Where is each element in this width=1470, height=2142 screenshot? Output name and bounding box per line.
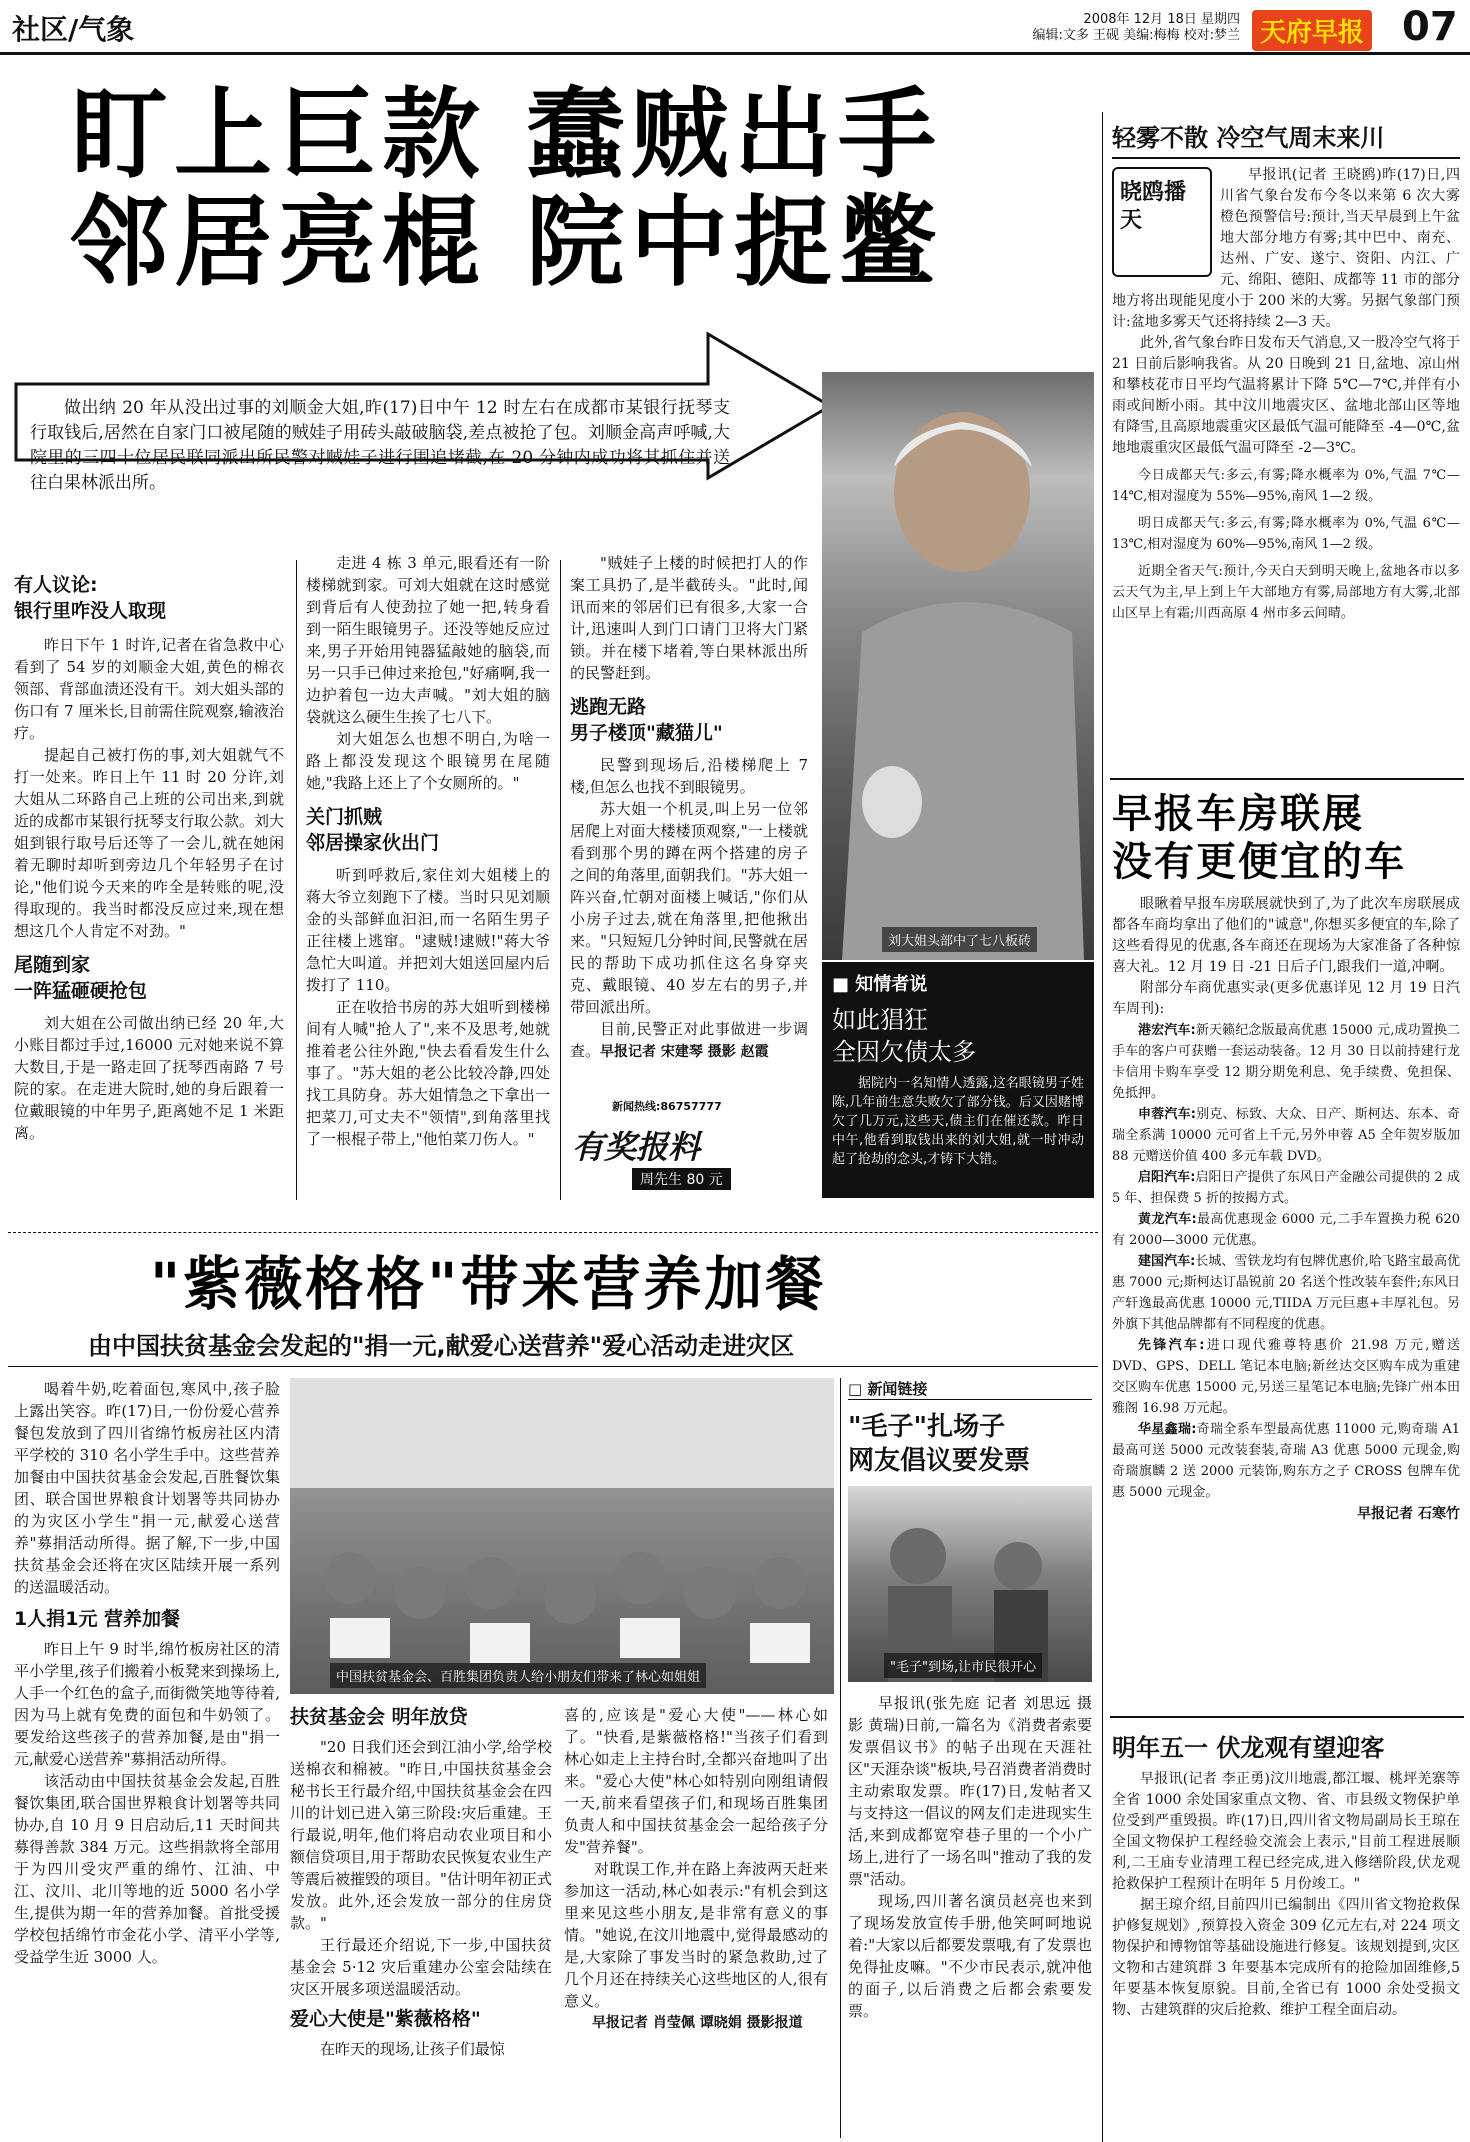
- paragraph: 此外,省气象台昨日发布天气消息,又一股冷空气将于 21 日前后影响我省。从 20 日晚到 21 日,盆地、凉山州和攀枝花市日平均气温将累计下降 5℃—7℃,并伴有小雨或间断小雨。其中汶川地震灾区、盆地北部山区等地有降雪,且高原地震重灾区最低气温可能降至 -4—0℃,盆地地震重灾区最低气温可降至 -2—3℃。: [1112, 335, 1460, 456]
- paragraph: [570, 1018, 808, 1063]
- news-link-tag: □ 新闻链接: [848, 1378, 1092, 1400]
- promo-reward: 周先生 80 元: [632, 1168, 731, 1190]
- paragraph: "20 日我们还会到江油小学,给学校送棉衣和棉被。"昨日,中国扶贫基金会秘书长王行最介绍,中国扶贫基金会在四川的计划已进入第三阶段:灾后重建。王行最说,明年,他们将启动农业项目和小额信贷项目,用于帮助农民恢复农业生产等震后被摧毁的项目。"估计明年初正式发放。此外,还会发放一部分的住房贷款。": [290, 1738, 552, 1932]
- subheading: 爱心大使是"紫薇格格": [290, 2008, 481, 2030]
- paragraph: 刘大姐在公司做出纳已经 20 年,大小账目都过手过,16000 元对她来说不算大数目,于是一路走回了抚琴西南路 7 号院的家。在走进大院时,她的身后跟着一位戴眼镜的中年男子,距离她不足 1 米距离。: [14, 1014, 284, 1142]
- insider-body: 据院内一名知情人透露,这名眼镜男子姓陈,几年前生意失败欠了部分钱。后又因赌博欠了几万元,这些天,债主们在催还款。昨日中午,他看到取钱出来的刘大姐,就一时冲动起了抢劫的念头,才铸下大错。: [832, 1076, 1084, 1167]
- dealer-name: 港宏汽车:: [1138, 1023, 1196, 1038]
- issue-date: 2008年 12月 18日 星期四: [1083, 12, 1240, 27]
- dealer-name: 申蓉汽车:: [1138, 1107, 1196, 1122]
- column-rule: [296, 560, 297, 1200]
- dealer-offer: [1112, 1104, 1460, 1167]
- car-fair-story: [1112, 790, 1460, 1523]
- insider-title: 如此猖狂 全因欠债太多: [832, 1006, 976, 1066]
- subheading: 逃跑无路 男子楼顶"藏猫儿": [570, 696, 723, 744]
- subheading: 有人议论: 银行里咋没人取现: [14, 574, 167, 622]
- column-rule: [1102, 112, 1103, 2142]
- charity-photo: [290, 1378, 834, 1694]
- paragraph: 听到呼救后,家住刘大姐楼上的蒋大爷立刻跑下了楼。当时只见刘顺金的头部鲜血汩汩,而一名陌生男子正往楼上逃窜。"逮贼!逮贼!"蒋大爷急忙大叫道。并把刘大姐送回屋内后拨打了 110。: [306, 866, 550, 994]
- weather-logo-text: 晓鸥播天: [1120, 180, 1187, 233]
- section-rule: [1110, 778, 1464, 780]
- photo-illustration: [822, 372, 1094, 960]
- story1-headline-line2: 邻居亮棍 院中捉鳖: [70, 186, 943, 300]
- section-rule: [8, 1232, 1098, 1234]
- paragraph: 王行最还介绍说,下一步,中国扶贫基金会 5·12 灾后重建办公室会陆续在灾区开展多项送温暖活动。: [290, 1936, 552, 1998]
- byline: 早报记者 肖莹佩 谭晓娟 摄影报道: [592, 2015, 803, 2031]
- paragraph: 早报讯(记者 李正勇)汶川地震,都江堰、桃坪羌寨等全省 1000 余处国家重点文物、省、市县级文物保护单位受到严重毁损。昨(17)日,四川省文物局副局长王琼在全国文物保护工程经验交流会上表示,"目前工程进展顺利,二王庙专业清理工程已经完成,进入修缮阶段,伏龙观抢救保护工程预计在明年 5 月份竣工。": [1112, 1771, 1460, 1892]
- paragraph: 眼瞅着早报车房联展就快到了,为了此次车房联展成都各车商均拿出了他们的"诚意",你想买多便宜的车,除了这些看得见的优惠,各车商还在现场为大家准备了各种惊喜大礼。12 月 19 日 -21 日后子门,跟我们一道,冲啊。: [1112, 896, 1460, 975]
- paragraph: 提起自己被打伤的事,刘大姐就气不打一处来。昨日上午 11 时 20 分许,刘大姐从二环路自己上班的公司出来,到就近的成都市某银行抚琴支行取公款。刘大姐到银行取号后还等了一会儿,就在她闲着无聊时却听到旁边几个年轻男子在讨论,"他们说今天来的咋全是转账的呢,没得取现的。我当时都没反应过来,现在想想这几个人肯定不对劲。": [14, 746, 285, 940]
- weather-story: [1112, 118, 1460, 624]
- dealer-offer-text: 启阳日产提供了东风日产金融公司提供的 2 成 5 年、担保费 5 折的按揭方式。: [1112, 1170, 1460, 1206]
- photo-caption: 刘大姐头部中了七八板砖: [882, 927, 1037, 952]
- paragraph: "贼娃子上楼的时候把打人的作案工具扔了,是半截砖头。"此时,闻讯而来的邻居们已有很多,大家一合计,迅速叫人到门口请门卫将大门紧锁。并在楼下堵着,等白果林派出所的民警赶到。: [570, 554, 808, 682]
- hotline: 新闻热线:86757777: [612, 1100, 722, 1113]
- subheading: 关门抓贼 邻居操家伙出门: [306, 806, 440, 854]
- weather-title: 轻雾不散 冷空气周末来川: [1112, 118, 1460, 159]
- story2-column-2: [290, 1704, 552, 2060]
- paragraph: 对耽误工作,并在路上奔波两天赶来参加这一活动,林心如表示:"有机会到这里来见这些小朋友,是非常有意义的事情。"她说,在汶川地震中,觉得最感动的是,大家除了事发当时的紧急救助,过了几个月还在持续关心这些地区的人,很有意义。: [564, 1860, 828, 2010]
- forecast-province: 近期全省天气:预计,今天白天到明天晚上,盆地各市以多云天气为主,早上到上午大部地方有雾,局部地方有大雾,北部山区早上有霜;川西高原 4 州市多云间晴。: [1112, 564, 1460, 621]
- dealer-offer: [1112, 1167, 1460, 1209]
- masthead-info: [1030, 12, 1240, 44]
- newspaper-logo: 天府早报: [1252, 10, 1372, 51]
- paragraph: 刘大姐怎么也想不明白,为啥一路上都没发现这个眼镜男在尾随她,"我路上还上了个女厕所的。": [306, 730, 550, 792]
- paragraph: 该活动由中国扶贫基金会发起,百胜餐饮集团,联合国世界粮食计划署等共同协办,自 10 月 9 日启动后,11 天时间共募得善款 384 万元。这些捐款将全部用于为四川受灾严重的绵竹、江油、中江、汶川、北川等地的近 5000 名小学生,提供为期一年的营养加餐。首批受援学校包括绵竹市金花小学、清平小学等,受益学生近 3000 人。: [14, 1772, 280, 1966]
- subheading: 扶贫基金会 明年放贷: [290, 1706, 468, 1728]
- story2-column-1: [14, 1378, 280, 1968]
- paragraph: 早报讯(记者 王晓鸥)昨(17)日,四川省气象台发布今冬以来第 6 次大雾橙色预警信号:预计,当天早晨到上午盆地大部分地方有雾;其中巴中、南充、达州、广安、遂宁、资阳、内江、广元、绵阳、德阳、成都等 11 市的部分地方将出现能见度小于 200 米的大雾。另据气象部门预计:盆地多雾天气还将持续 2—3 天。: [1112, 167, 1460, 330]
- section-title: 社区/气象: [12, 13, 135, 46]
- story2-headline: "紫薇格格"带来营养加餐: [150, 1250, 827, 1318]
- insider-box: [822, 962, 1094, 1198]
- paragraph: 据王琼介绍,目前四川已编制出《四川省文物抢救保护修复规划》,预算投入资金 309 亿元左右,对 224 项文物保护和博物馆等基础设施进行修复。该规划提到,灾区文物和古建筑群 3 年要基本完成所有的抢险加固维修,5 年要基本恢复原貌。目前,全省已有 1000 余处受损文物、古建筑群的灾后抢救、维护工程全面启动。: [1112, 1897, 1460, 2018]
- paragraph: 附部分车商优惠实录(更多优惠详见 12 月 19 日汽车周刊):: [1112, 980, 1460, 1017]
- dealer-offer: [1112, 1251, 1460, 1335]
- subheading: 1人捐1元 营养加餐: [14, 1608, 181, 1630]
- weather-logo: [1112, 167, 1212, 277]
- relic-story: [1112, 1728, 1460, 2021]
- dealer-offer-text: 长城、雪铁龙均有包牌优惠价,哈飞路宝最高优惠 7000 元;斯柯达订晶锐前 20 名送个性改装车套件;东风日产轩逸最高优惠 10000 元,TIIDA 万元巨惠+丰厚礼包。另外旗下其他品牌都有不同程度的优惠。: [1112, 1254, 1460, 1332]
- page-number: 07: [1402, 4, 1458, 50]
- dealer-offer-text: 进口现代雅尊特惠价 21.98 万元,赠送 DVD、GPS、DELL 笔记本电脑;新丝达交区购车成为重建交区购车优惠 15000 元,另送三星笔记本电脑;先锋广州本田雅阁 16.98 万元起。: [1112, 1338, 1460, 1416]
- paragraph: 在昨天的现场,让孩子们最惊: [320, 2040, 505, 2058]
- dealer-name: 建国汽车:: [1138, 1254, 1196, 1269]
- insider-tag: ■ 知情者说: [832, 974, 928, 995]
- paragraph: 昨日上午 9 时半,绵竹板房社区的清平小学里,孩子们搬着小板凳来到操场上,人手一个红色的盒子,而街微笑地等待着,因为马上就有免费的面包和牛奶领了。要发给这些孩子的营养加餐,是由"捐一元,献爱心送营养"募捐活动所得。: [14, 1640, 280, 1768]
- editor-credits: 编辑:文多 王砚 美编:梅梅 校对:梦兰: [1032, 28, 1240, 43]
- forecast-tomorrow: 明日成都天气:多云,有雾;降水概率为 0%,气温 6℃—13℃,相对湿度为 60%—95%,南风 1—2 级。: [1112, 516, 1460, 552]
- dealer-offer: [1112, 1335, 1460, 1419]
- dealer-offer-text: 最高优惠现金 6000 元,二手车置换力税 620 有 2000—3000 元优惠。: [1112, 1212, 1460, 1248]
- section-rule: [8, 1366, 1098, 1367]
- dealer-offer: [1112, 1209, 1460, 1251]
- dealer-offer: [1112, 1419, 1460, 1503]
- paragraph: 喝着牛奶,吃着面包,寒风中,孩子脸上露出笑容。昨(17)日,一份份爱心营养餐包发放到了四川省绵竹板房社区内清平学校的 310 名小学生手中。这些营养加餐由中国扶贫基金会发起,百胜餐饮集团、联合国世界粮食计划署等共同协办的为灾区小学生"捐一元,献爱心送营养"募捐活动所得。据了解,下一步,中国扶贫基金会还将在灾区陆续开展一系列的送温暖活动。: [14, 1380, 280, 1596]
- header-rule: [0, 52, 1470, 55]
- paragraph: 走进 4 栋 3 单元,眼看还有一阶楼梯就到家。可刘大姐就在这时感觉到背后有人使劲拉了她一把,转身看到一陌生眼镜男子。还没等她反应过来,男子开始用钝器猛敲她的脑袋,而另一只手已伸过来抢包,"好痛啊,我一边护着包一边大声喊。"刘大姐的脑袋就这么硬生生挨了七八下。: [306, 554, 550, 726]
- photo-caption: "毛子"到场,让市民很开心: [884, 1653, 1042, 1678]
- dealer-name: 黄龙汽车:: [1138, 1212, 1197, 1227]
- byline: 早报记者 宋建琴 摄影 赵霞: [600, 1044, 769, 1060]
- event-photo: [848, 1486, 1092, 1682]
- column-rule: [560, 560, 561, 1200]
- photo-illustration: [290, 1378, 834, 1694]
- dealer-list: [1112, 1020, 1460, 1503]
- story1-column-2: [306, 552, 550, 1150]
- paragraph: 喜的,应该是"爱心大使"——林心如了。"快看,是紫薇格格!"当孩子们看到林心如走上主持台时,全都兴奋地叫了出来。"爱心大使"林心如特别向刚组请假一天,前来看望孩子们,和现场百胜集团负责人和中国扶贫基金会一起给孩子分发"营养餐"。: [564, 1706, 828, 1856]
- car-fair-title-2: 没有更便宜的车: [1112, 839, 1406, 885]
- story3-title: "毛子"扎场子 网友倡议要发票: [848, 1412, 1031, 1476]
- dealer-name: 启阳汽车:: [1138, 1170, 1196, 1185]
- paragraph: 正在收拾书房的苏大姐听到楼梯间有人喊"抢人了",来不及思考,她就推着老公往外跑,"快去看看发生什么事了。"苏大姐的老公比较冷静,四处找工具防身。苏大姐情急之下拿出一把菜刀,可丈夫不"领情",到角落里找了一根棍子带上,"他怕菜刀伤人。": [306, 998, 550, 1148]
- byline: 早报记者 石寒竹: [1357, 1506, 1460, 1522]
- photo-caption: 中国扶贫基金会、百胜集团负责人给小朋友们带来了林心如姐姐: [330, 1663, 706, 1688]
- relic-title: 明年五一 伏龙观有望迎客: [1112, 1734, 1385, 1762]
- dealer-offer-text: 别克、标致、大众、日产、斯柯达、东本、奇瑞全系满 10000 元可省上千元,另外申蓉 A5 全年贺岁版加 88 元赠送价值 400 多元车载 DVD。: [1112, 1107, 1460, 1164]
- paragraph: 民警到现场后,沿楼梯爬上 7 楼,但怎么也找不到眼镜男。: [570, 756, 808, 796]
- forecast-today: 今日成都天气:多云,有雾;降水概率为 0%,气温 7℃—14℃,相对湿度为 55%—95%,南风 1—2 级。: [1112, 468, 1460, 504]
- story3: [848, 1378, 1092, 2022]
- dealer-offer-text: 奇瑞全系车型最高优惠 11000 元,购奇瑞 A1 最高可送 5000 元改装套装,奇瑞 A3 优惠 5000 元现金,购奇瑞旗麟 2 送 2000 元装饰,购东方之子 CROSS 包牌车优惠 5000 元现金。: [1112, 1422, 1461, 1500]
- paragraph: 早报讯(张先庭 记者 刘思远 摄影 黄瑞)日前,一篇名为《消费者索要发票倡议书》的帖子出现在天涯社区"天涯杂谈"板块,号召消费者消费时主动索取发票。昨(17)日,发帖者又与支持这一倡议的网友们走进现实生活,来到成都宽窄巷子里的一个小广场上,进行了一场名叫"推动了我的发票"活动。: [848, 1694, 1092, 1888]
- dealer-name: 华星鑫瑞:: [1138, 1422, 1197, 1437]
- dealer-name: 先锋汽车:: [1138, 1338, 1205, 1353]
- column-rule: [840, 1378, 841, 2138]
- tip-promo: [572, 1098, 802, 1190]
- victim-photo: [822, 372, 1094, 960]
- promo-title: 有奖报料: [572, 1128, 701, 1166]
- story1-headline-line1: 盯上巨款 蠢贼出手: [70, 78, 943, 192]
- subheading: 尾随到家 一阵猛砸硬抢包: [14, 954, 148, 1002]
- closing-line: 目前,民警正对此事做进一步调查。: [570, 1020, 808, 1060]
- paragraph: 昨日下午 1 时许,记者在省急救中心看到了 54 岁的刘顺金大姐,黄色的棉衣领部、背部血渍还没有干。刘大姐头部的伤口有 7 厘米长,目前需住院观察,输液治疗。: [14, 636, 285, 742]
- story1-column-3: [570, 552, 808, 1063]
- section-rule: [1110, 1716, 1464, 1718]
- dealer-offer: [1112, 1020, 1460, 1104]
- story2-deck: 由中国扶贫基金会发起的"捐一元,献爱心送营养"爱心活动走进灾区: [88, 1332, 795, 1360]
- paragraph: 现场,四川著名演员赵亮也来到了现场发放宣传手册,他笑呵呵地说着:"大家以后都要发票哦,有了发票也免得扯皮嘛。"不少市民表示,就冲他的面子,以后消费之后都会索要发票。: [848, 1892, 1092, 2020]
- story2-column-3: [564, 1704, 828, 2032]
- story1-column-1: [14, 572, 284, 1144]
- paragraph: 苏大姐一个机灵,叫上另一位邻居爬上对面大楼楼顶观察,"一上楼就看到那个男的蹲在两个搭建的房子之间的角落里,面朝我们。"苏大姐一阵兴奋,忙朝对面楼上喊话,"你们从小房子过去,就在角落里,把他揪出来。"只短短几分钟时间,民警就在居民的帮助下成功抓住这名身穿夹克、戴眼镜、40 岁左右的男子,并带回派出所。: [570, 800, 808, 1016]
- story1-lead: 做出纳 20 年从没出过事的刘顺金大姐,昨(17)日中午 12 时左右在成都市某银行抚琴支行取钱后,居然在自家门口被尾随的贼娃子用砖头敲破脑袋,差点被抢了包。刘顺金高声呼喊,大院里的三四十位居民联同派出所民警对贼娃子进行围追堵截,在 20 分钟内成功将其抓住并送往白果林派出所。: [30, 398, 730, 493]
- car-fair-title-1: 早报车房联展: [1112, 791, 1364, 837]
- dealer-offer-text: 新天籁纪念版最高优惠 15000 元,成功置换二手车的客户可获赠一套运动装备。12 月 30 日以前持建行龙卡信用卡购车享受 12 期分期免利息、免手续费、免担保、免抵押。: [1112, 1023, 1460, 1101]
